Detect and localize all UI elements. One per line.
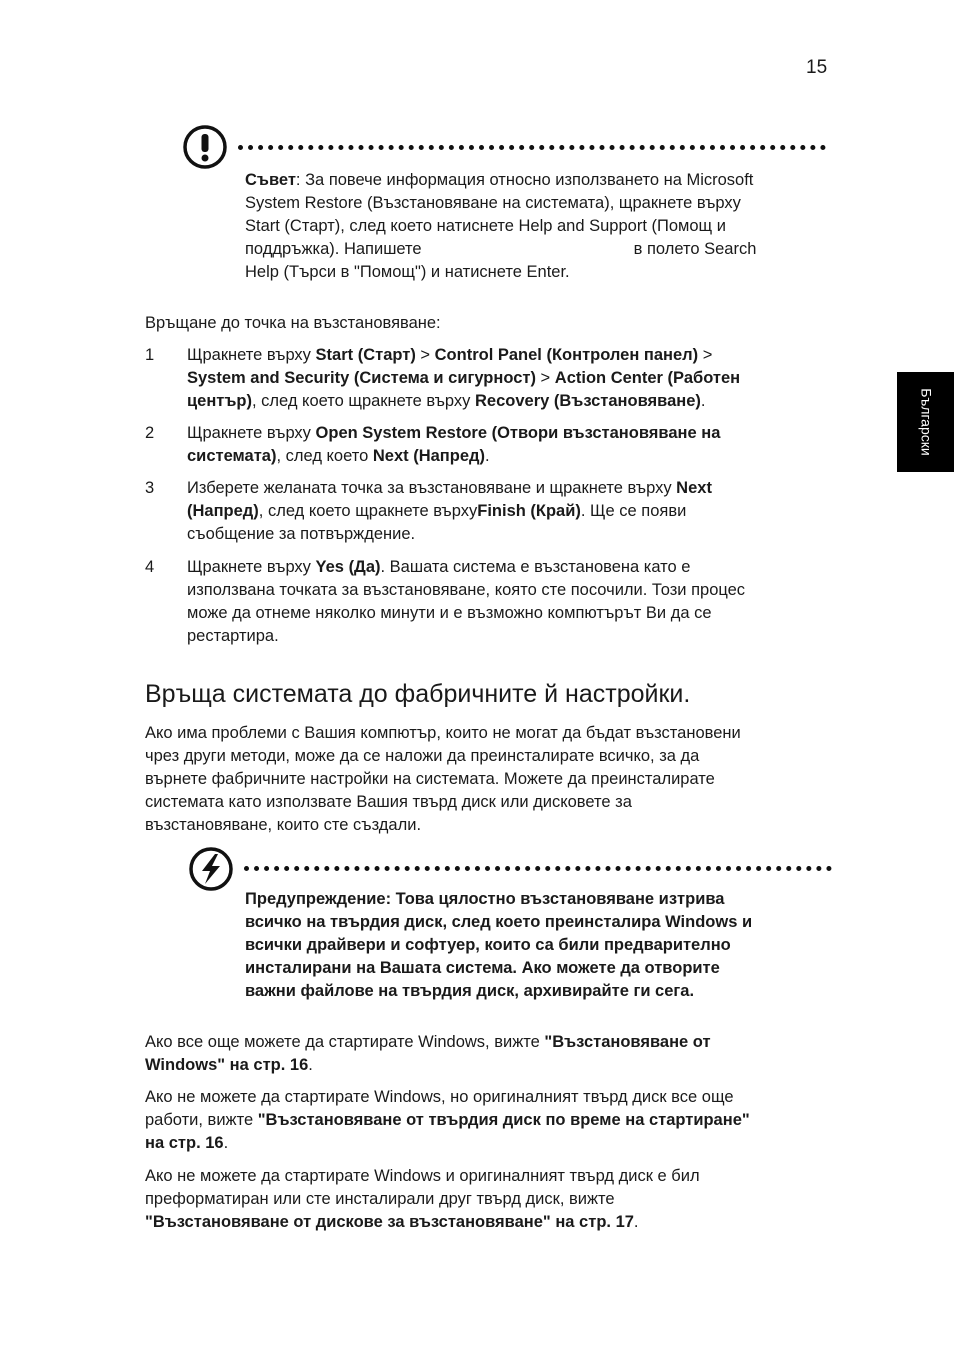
warning-divider [244, 866, 832, 871]
link-recovery-discs[interactable]: "Възстановяване от дискове за възстановяване" на стр. 17 [145, 1213, 634, 1231]
step-1-text: Щракнете върху Start (Старт) > Control Panel (Контролен панел) > System and Security (Система и сигурност) > Action Center (Работен център), след което щракнете върху Recovery (Възстановяване). [187, 346, 741, 410]
paragraph-recovery-discs: Ако не можете да стартирате Windows и оригиналният твърд диск е бил преформатиран или сте инсталирали друг твърд диск, вижте "Възстановяване от дискове за възстановяване" на стр. 17. [145, 1167, 700, 1231]
warning-text: Предупреждение: Това цялостно възстановяване изтрива всичко на твърдия диск, след което преинсталира Windows и всички драйвери и софтуер, които са били предварително инсталирани на Вашата система. Ако можете да отворите важни файлове на твърдия диск, архивирайте ги сега. [245, 890, 753, 1000]
tip-label: Съвет [245, 171, 296, 189]
paragraph-windows: Ако все още можете да стартирате Windows, вижте "Възстановяване от Windows" на стр. 16. [145, 1033, 711, 1074]
restore-intro: Връщане до точка на възстановяване: [145, 314, 441, 332]
step-3-text: Изберете желаната точка за възстановяване и щракнете върху Next (Напред), след което щракнете върхуFinish (Край). Ще се появи съобщение за потвърждение. [187, 479, 712, 543]
step-number: 4 [145, 558, 155, 576]
lightning-icon [188, 846, 234, 892]
step-number: 1 [145, 346, 155, 364]
intro-paragraph: Ако има проблеми с Вашия компютър, които не могат да бъдат възстановени чрез други методи, може да се наложи да преинсталирате всичко, за да върнете фабричните настройки на системата. Можете да преинсталирате системата като използвате Вашия твърд диск или дисковете за възстановяване, които сте създали. [145, 724, 741, 834]
step-number: 2 [145, 424, 155, 442]
tip-divider [238, 145, 826, 150]
page-number: 15 [806, 57, 828, 78]
paragraph-hard-disk: Ако не можете да стартирате Windows, но оригиналният твърд диск все още работи, вижте "Възстановяване от твърдия диск по време на стартиране" на стр. 16. [145, 1088, 750, 1152]
tip-text: Съвет: За повече информация относно използването на Microsoft System Restore (Възстановяване на системата), щракнете върху Start (Старт), след което натиснете Help and Support (Помощ и поддръжка). Напишете в полето Search Help (Търси в "Помощ") и натиснете Enter. [245, 171, 757, 281]
link-recovery-windows[interactable]: "Възстановяване от [544, 1033, 711, 1051]
step-4-text: Щракнете върху Yes (Да). Вашата система е възстановена като е използвана точката за възстановяване, която сте посочили. Този процес може да отнеме няколко минути и е възможно компютърът Ви да се рестартира. [187, 558, 746, 645]
step-number: 3 [145, 479, 155, 497]
exclamation-icon [182, 124, 228, 170]
language-tab [897, 372, 954, 472]
step-2-text: Щракнете върху Open System Restore (Отвори възстановяване на системата), след което Next (Напред). [187, 424, 721, 465]
language-tab-label: Български [918, 388, 934, 456]
section-heading: Връща системата до фабричните й настройки. [145, 680, 691, 708]
link-recovery-hard-disk[interactable]: "Възстановяване от твърдия диск по време на стартиране" [257, 1111, 750, 1129]
